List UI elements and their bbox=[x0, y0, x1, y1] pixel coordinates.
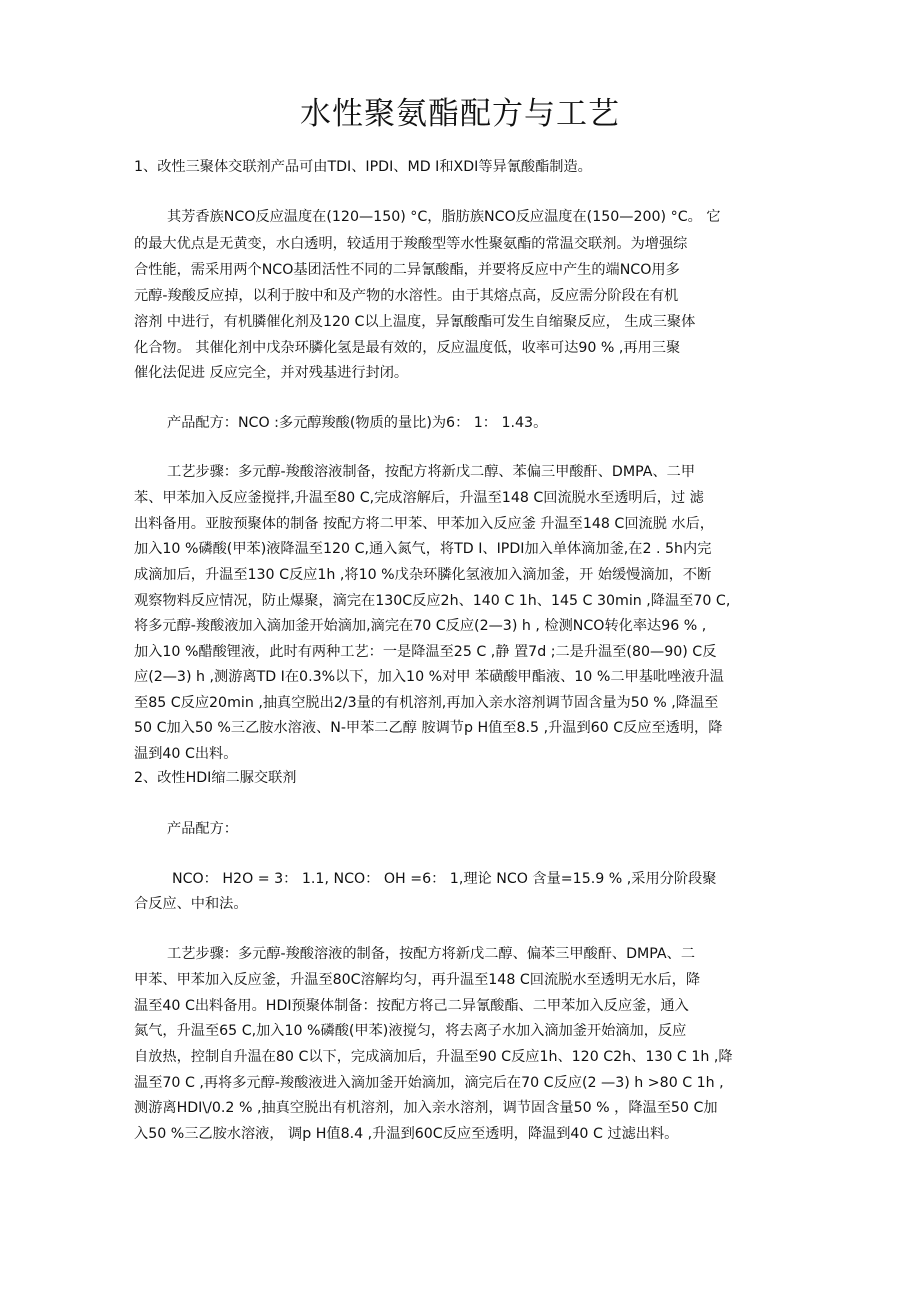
section1-para1-line: 的最大优点是无黄变，水白透明，较适用于羧酸型等水性聚氨酯的常温交联剂。为增强综 bbox=[134, 236, 688, 252]
section1-process-line: 应(2—3) h ,测游离TD I在0.3%以下，加入10 %对甲 苯磺酸甲酯液、10 %二甲基吡唑液升温 bbox=[134, 669, 724, 685]
section1-process-line: 温到40 C出料。 bbox=[134, 746, 238, 762]
section1-para1-line: 元醇-羧酸反应掉，以利于胺中和及产物的水溶性。由于其熔点高，反应需分阶段在有机 bbox=[134, 288, 679, 304]
section1-para1-line: 其芳香族NCO反应温度在(120—150) °C，脂肪族NCO反应温度在(150—200) °C。 它 bbox=[167, 209, 721, 225]
section2-process-line: 温至40 C出料备用。HDI预聚体制备：按配方将己二异氰酸酯、二甲苯加入反应釜，通入 bbox=[134, 998, 689, 1014]
section2-process-line: 测游离HDI\/0.2 % ,抽真空脱出有机溶剂，加入亲水溶剂，调节固含量50 % ，降温至50 C加 bbox=[134, 1100, 718, 1116]
section2-process-line: 氮气，升温至65 C,加入10 %磷酸(甲苯)液搅匀，将去离子水加入滴加釜开始滴加，反应 bbox=[134, 1023, 687, 1039]
section1-process-line: 出料备用。亚胺预聚体的制备 按配方将二甲苯、甲苯加入反应釜 升温至148 C回流脱 水后， bbox=[134, 516, 714, 532]
section1-para1-line: 合性能，需采用两个NCO基团活性不同的二异氰酸酯，并要将反应中产生的端NCO用多 bbox=[134, 262, 680, 278]
section2-heading: 2、改性HDI缩二脲交联剂 bbox=[134, 770, 297, 786]
section2-formula-line: NCO： H2O = 3： 1.1, NCO： OH =6： 1,理论 NCO 含量=15.9 % ,采用分阶段聚 bbox=[172, 871, 717, 887]
section1-process-line: 50 C加入50 %三乙胺水溶液、N-甲苯二乙醇 胺调节p H值至8.5 ,升温到60 C反应至透明，降 bbox=[134, 720, 723, 736]
section2-formula-label: 产品配方： bbox=[167, 821, 238, 837]
section1-para1-line: 溶剂 中进行，有机膦催化剂及120 C以上温度，异氰酸酯可发生自缩聚反应， 生成三聚体 bbox=[134, 314, 696, 330]
section2-process-line: 甲苯、甲苯加入反应釜，升温至80C溶解均匀，再升温至148 C回流脱水至透明无水后，降 bbox=[134, 972, 701, 988]
section2-process-line: 温至70 C ,再将多元醇-羧酸液进入滴加釜开始滴加，滴完后在70 C反应(2 —3) h >80 C 1h , bbox=[134, 1075, 724, 1091]
section2-process-line: 入50 %三乙胺水溶液， 调p H值8.4 ,升温到60C反应至透明，降温到40 C 过滤出料。 bbox=[134, 1126, 679, 1142]
section2-formula-line: 合反应、中和法。 bbox=[134, 896, 248, 912]
section1-heading: 1、改性三聚体交联剂产品可由TDI、IPDI、MD I和XDI等异氰酸酯制造。 bbox=[134, 159, 592, 175]
section1-para1-line: 化合物。 其催化剂中戊杂环膦化氢是最有效的，反应温度低，收率可达90 % ,再用三聚 bbox=[134, 340, 681, 356]
section1-process-line: 将多元醇-羧酸液加入滴加釜开始滴加,滴完在70 C反应(2—3) h , 检测NCO转化率达96 % , bbox=[134, 618, 707, 634]
section1-process-line: 加入10 %磷酸(甲苯)液降温至120 C,通入氮气，将TD I、IPDI加入单体滴加釜,在2 . 5h内完 bbox=[134, 541, 712, 557]
section1-process-line: 加入10 %醋酸锂液，此时有两种工艺：一是降温至25 C ,静 置7d ;二是升温至(80—90) C反 bbox=[134, 644, 717, 660]
section1-process-line: 成滴加后，升温至130 C反应1h ,将10 %戊杂环膦化氢液加入滴加釜，开 始缓慢滴加，不断 bbox=[134, 567, 712, 583]
section2-process-line: 工艺步骤：多元醇-羧酸溶液的制备，按配方将新戊二醇、偏苯三甲酸酐、DMPA、二 bbox=[167, 946, 696, 962]
section1-process-line: 至85 C反应20min ,抽真空脱出2/3量的有机溶剂,再加入亲水溶剂调节固含量为50 % ,降温至 bbox=[134, 695, 719, 711]
section1-para1-line: 催化法促进 反应完全，并对残基进行封闭。 bbox=[134, 365, 409, 381]
section1-process-line: 工艺步骤：多元醇-羧酸溶液制备，按配方将新戊二醇、苯偏三甲酸酐、DMPA、二甲 bbox=[167, 464, 696, 480]
section1-process-line: 观察物料反应情况，防止爆聚，滴完在130C反应2h、140 C 1h、145 C 30min ,降温至70 C, bbox=[134, 593, 731, 609]
document-title: 水性聚氨酯配方与工艺 bbox=[300, 96, 620, 132]
section2-process-line: 自放热，控制自升温在80 C以下，完成滴加后，升温至90 C反应1h、120 C2h、130 C 1h ,降 bbox=[134, 1049, 733, 1065]
section1-process-line: 苯、甲苯加入反应釜搅拌,升温至80 C,完成溶解后，升温至148 C回流脱水至透明后，过 滤 bbox=[134, 490, 704, 506]
section1-formula: 产品配方：NCO :多元醇羧酸(物质的量比)为6： 1： 1.43。 bbox=[167, 415, 548, 431]
